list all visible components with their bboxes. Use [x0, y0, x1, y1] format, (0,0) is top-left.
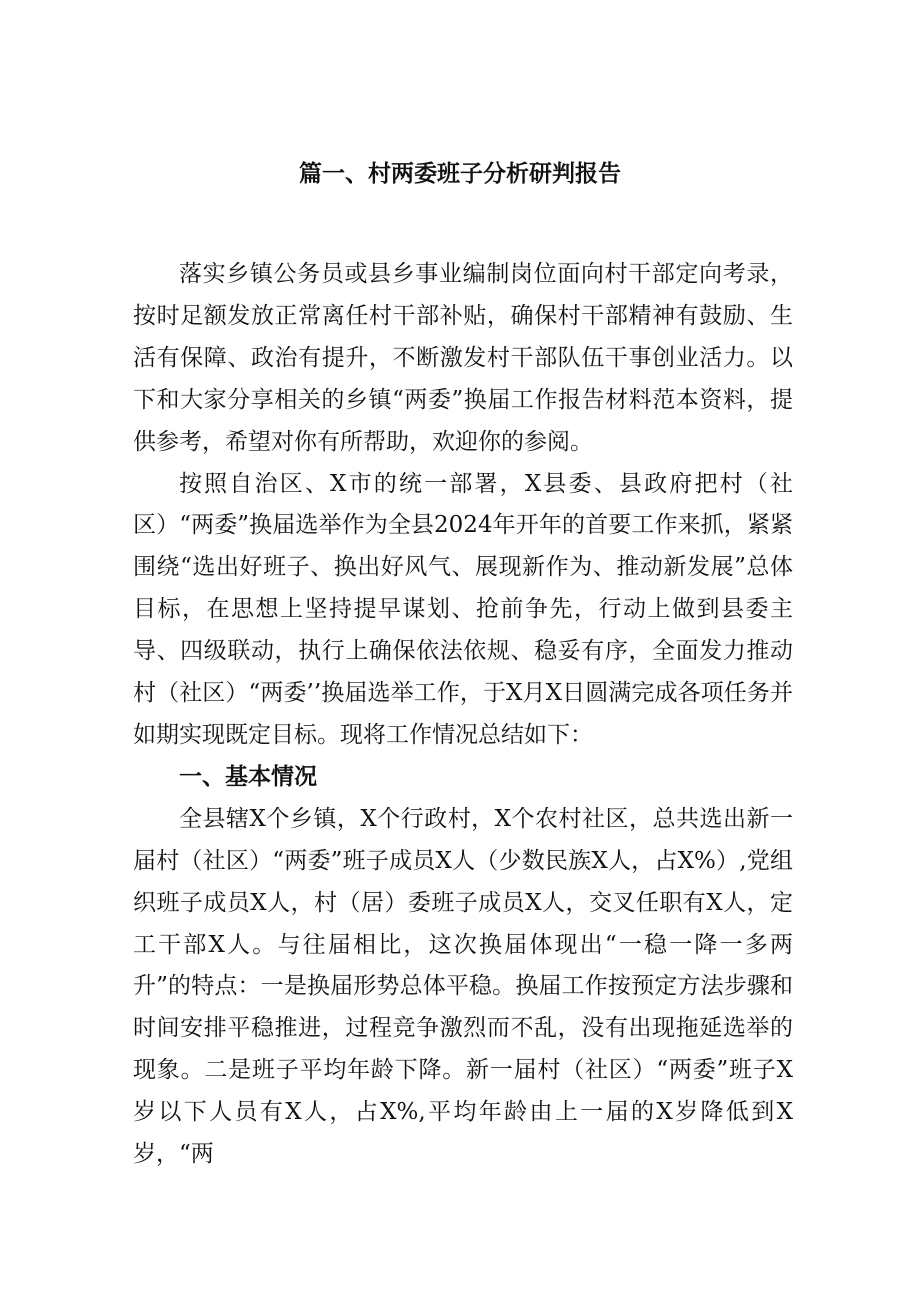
section-heading-basic-situation: 一、基本情况 [179, 763, 317, 790]
document-body [133, 254, 793, 1176]
deployment-paragraph: 按照自治区、X市的统一部署，X县委、县政府把村（社区）“两委”换届选举作为全县2024年开年的首要工作来抓，紧紧围绕“选出好班子、换出好风气、展现新作为、推动新发展”总体目标，在思想上坚持提早谋划、抢前争先，行动上做到县委主导、四级联动，执行上确保依法依规、稳妥有序，全面发力推动村（社区）“两委’’换届选举工作，于X月X日圆满完成各项任务并如期实现既定目标。现将工作情况总结如下： [133, 470, 793, 748]
document-title: 篇一、村两委班子分析研判报告 [299, 161, 621, 187]
intro-paragraph: 落实乡镇公务员或县乡事业编制岗位面向村干部定向考录，按时足额发放正常离任村干部补贴，确保村干部精神有鼓励、生活有保障、政治有提升，不断激发村干部队伍干事创业活力。以下和大家分享相关的乡镇“两委”换届工作报告材料范本资料，提供参考，希望对你有所帮助，欢迎你的参阅。 [133, 261, 793, 455]
basic-situation-paragraph: 全县辖X个乡镇，X个行政村，X个农村社区，总共选出新一届村（社区）“两委”班子成员X人（少数民族X人，占X%）,党组织班子成员X人，村（居）委班子成员X人，交叉任职有X人，定工干部X人。与往届相比，这次换届体现出“一稳一降一多两升”的特点：一是换届形势总体平稳。换届工作按预定方法步骤和时间安排平稳推进，过程竞争激烈而不乱，没有出现拖延选举的现象。二是班子平均年龄下降。新一届村（社区）“两委”班子X岁以下人员有X人，占X%,平均年龄由上一届的X岁降低到X岁，“两 [133, 805, 793, 1168]
